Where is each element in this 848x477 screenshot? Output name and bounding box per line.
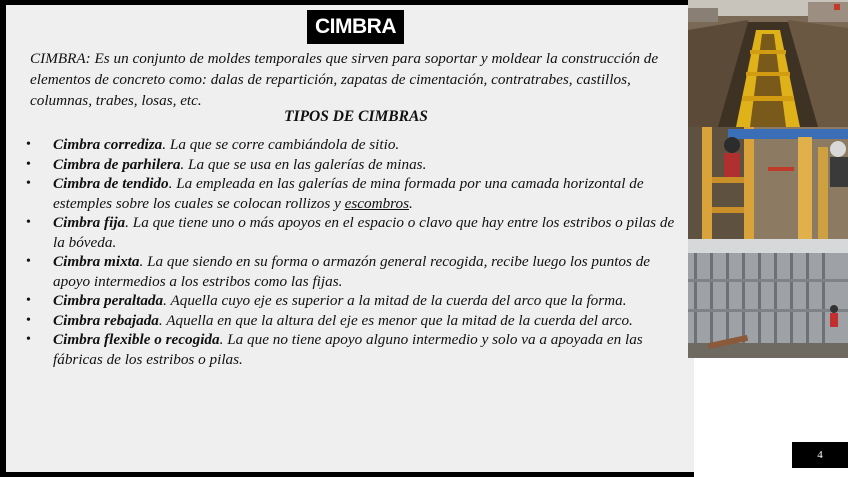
list-item [24, 155, 684, 175]
types-subtitle: TIPOS DE CIMBRAS [284, 108, 428, 125]
item-text: . Aquella cuyo eje es superior a la mitad de la cuerda del arco que la forma. [163, 292, 627, 309]
list-item [24, 311, 684, 331]
list-item [24, 213, 684, 252]
list-item [24, 252, 684, 291]
list-item [24, 330, 684, 369]
bullet-icon: • [26, 176, 31, 191]
bullet-icon: • [26, 332, 31, 347]
metal-formwork-wall-photo [688, 239, 848, 358]
item-term: Cimbra rebajada [53, 311, 159, 329]
item-term: Cimbra flexible o recogida [53, 331, 220, 348]
list-item [24, 174, 684, 213]
item-text: . La que se usa en las galerías de minas. [180, 155, 427, 173]
item-text: . La que se corre cambiándola de sitio. [162, 136, 400, 153]
item-tail: . [409, 194, 413, 212]
item-text: . La que no tiene apoyo alguno intermedio y solo va a apoyada en las fábricas de los estribos o pilas. [53, 331, 643, 368]
bullet-icon: • [26, 293, 31, 308]
item-text: . La que siendo en su forma o armazón general recogida, recibe luego los puntos de apoyo intermedios a los estribos como las fijas. [53, 253, 651, 290]
item-text: . Aquella en que la altura del eje es menor que la mitad de la cuerda del arco. [158, 311, 633, 329]
page-number: 4 [792, 442, 848, 468]
bullet-icon: • [26, 137, 31, 152]
bullet-icon: • [26, 312, 31, 328]
slide-title: CIMBRA [307, 10, 404, 44]
item-text: . La empleada en las galerías de mina formada por una camada horizontal de estemples sobre los cuales se colocan rollizos y [53, 175, 644, 212]
item-term: Cimbra de tendido [53, 175, 169, 192]
intro-paragraph: CIMBRA: Es un conjunto de moldes temporales que sirven para soportar y moldear la construcción de elementos de concreto como: dalas de repartición, zapatas de cimentación, contratrabes, castillos, columnas, trabes, losas, etc. [30, 50, 659, 109]
list-item [24, 135, 684, 155]
item-term: Cimbra fija [53, 214, 126, 231]
item-text: . La que tiene uno o más apoyos en el espacio o clavo que hay entre los estribos o pilas de la bóveda. [53, 214, 675, 251]
list-item [24, 291, 684, 311]
bullet-icon: • [26, 215, 31, 230]
item-term: Cimbra mixta [53, 253, 140, 270]
escombros-link[interactable]: escombros [344, 194, 410, 212]
bullet-icon: • [26, 254, 31, 269]
bullet-icon: • [26, 156, 31, 172]
item-term: Cimbra de parhilera [53, 155, 181, 173]
formwork-workers-photo [688, 127, 848, 239]
types-list [24, 135, 684, 369]
item-term: Cimbra corrediza [53, 136, 163, 153]
item-term: Cimbra peraltada [53, 292, 164, 309]
trench-shoring-photo [688, 0, 848, 127]
